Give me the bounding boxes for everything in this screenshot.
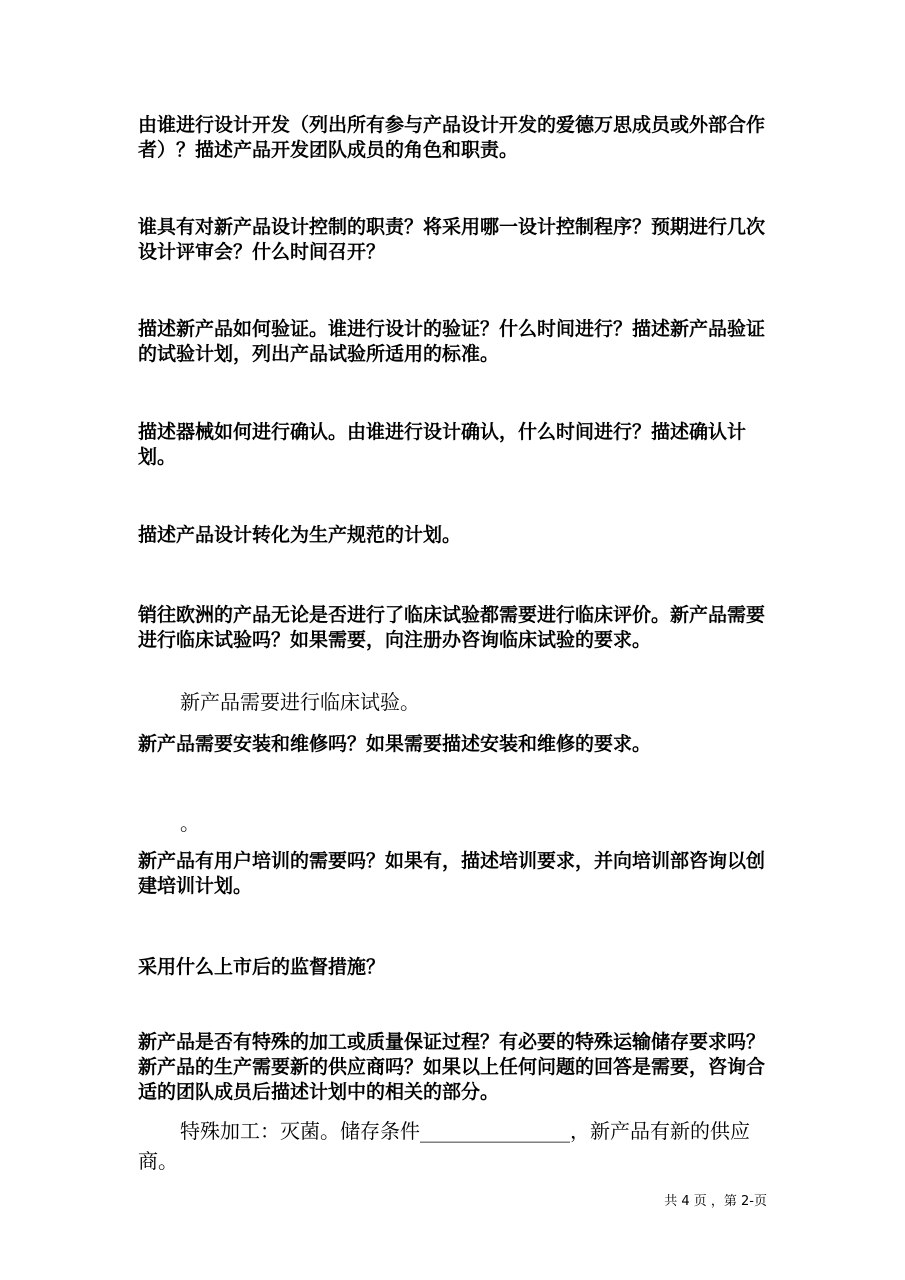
question-installation-service: 新产品需要安装和维修吗？如果需要描述安装和维修的要求。 [138,733,652,755]
page-footer: 共 4 页 ，第 2-页 [664,1194,767,1209]
question-design-control: 谁具有对新产品设计控制的职责？将采用哪一设计控制程序？预期进行几次设计评审会？什么时间召开？ [138,216,766,263]
question-verification: 描述新产品如何验证。谁进行设计的验证？什么时间进行？描述新产品验证的试验计划，列出产品试验所适用的标准。 [138,318,766,365]
question-clinical-trial: 销往欧洲的产品无论是否进行了临床试验都需要进行临床评价。新产品需要进行临床试验吗？如果需要，向注册办咨询临床试验的要求。 [138,604,766,651]
question-special-process: 新产品是否有特殊的加工或质量保证过程？有必要的特殊运输储存要求吗？新产品的生产需要新的供应商吗？如果以上任何问题的回答是需要，咨询合适的团队成员后描述计划中的相关的部分。 [138,1031,766,1103]
question-user-training: 新产品有用户培训的需要吗？如果有，描述培训要求，并向培训部咨询以创建培训计划。 [138,850,766,897]
question-post-market: 采用什么上市后的监督措施？ [138,956,386,978]
question-validation: 描述器械如何进行确认。由谁进行设计确认，什么时间进行？描述确认计划。 [138,421,747,468]
question-design-team: 由谁进行设计开发（列出所有参与产品设计开发的爱德万思成员或外部合作者）？描述产品开发团队成员的角色和职责。 [138,114,766,161]
answer-clinical-trial: 新产品需要进行临床试验。 [180,690,420,714]
answer-special-process: 特殊加工：灭菌。储存条件_______________，新产品有新的供应商。 [138,1119,750,1173]
answer-installation-service: 。 [180,811,200,835]
question-design-transfer: 描述产品设计转化为生产规范的计划。 [138,524,462,546]
